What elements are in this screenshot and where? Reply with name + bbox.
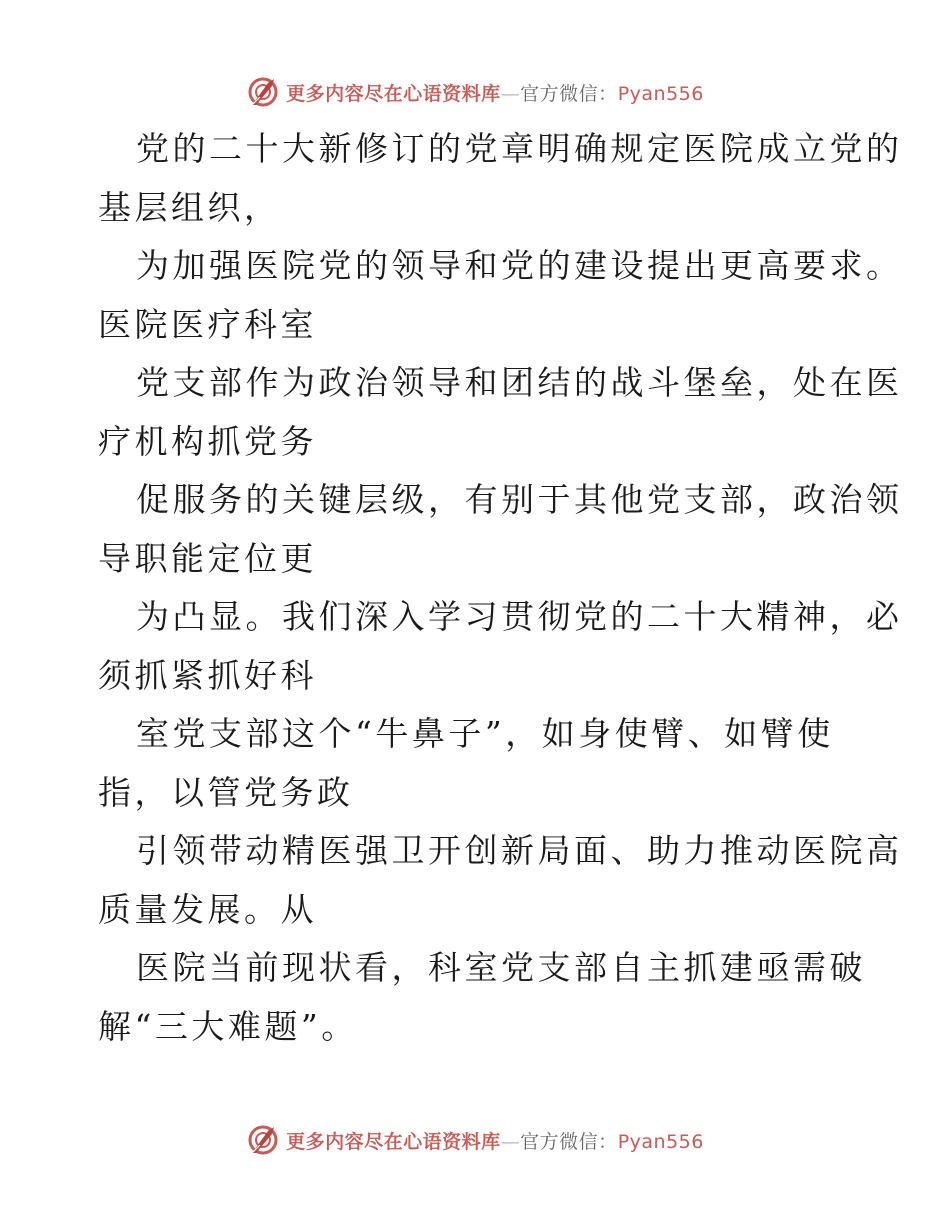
watermark-dash: — <box>500 82 521 105</box>
watermark-brand: 更多内容尽在心语资料库 <box>286 1130 501 1153</box>
body-line: 为凸显。我们深入学习贯彻党的二十大精神，必 <box>136 597 903 636</box>
watermark-brand: 更多内容尽在心语资料库 <box>286 82 501 105</box>
watermark-text <box>286 79 704 106</box>
footer-watermark <box>0 1120 950 1160</box>
watermark-wechat-label: 官方微信： <box>520 1130 618 1153</box>
quill-pen-logo-icon <box>246 75 280 109</box>
watermark-dash: — <box>500 1130 521 1153</box>
body-line: 引领带动精医强卫开创新局面、助力推动医院高 <box>136 831 903 870</box>
body-line: 指，以管党务政 <box>98 772 354 812</box>
body-line: 医院当前现状看，科室党支部自主抓建亟需破 <box>136 948 866 987</box>
body-line: 疗机构抓党务 <box>98 421 317 461</box>
quill-pen-logo-icon <box>246 1123 280 1157</box>
body-line: 导职能定位更 <box>98 538 317 578</box>
watermark-text <box>286 1127 704 1154</box>
body-line: 医院医疗科室 <box>98 304 317 344</box>
header-watermark <box>0 72 950 112</box>
body-line: 党的二十大新修订的党章明确规定医院成立党的 <box>136 129 903 168</box>
body-line: 促服务的关键层级，有别于其他党支部，政治领 <box>136 480 903 519</box>
body-line: 党支部作为政治领导和团结的战斗堡垒，处在医 <box>136 363 903 402</box>
body-line: 室党支部这个“牛鼻子”，如身使臂、如臂使 <box>136 714 834 753</box>
watermark-wechat-label: 官方微信： <box>520 82 618 105</box>
body-line: 为加强医院党的领导和党的建设提出更高要求。 <box>136 246 903 285</box>
watermark-wechat-id: Pyan556 <box>617 82 704 105</box>
document-body <box>98 120 903 1056</box>
body-line: 质量发展。从 <box>98 889 317 929</box>
body-line: 解“三大难题”。 <box>98 1006 358 1046</box>
body-line: 基层组织， <box>98 187 281 227</box>
watermark-wechat-id: Pyan556 <box>617 1130 704 1153</box>
body-line: 须抓紧抓好科 <box>98 655 317 695</box>
